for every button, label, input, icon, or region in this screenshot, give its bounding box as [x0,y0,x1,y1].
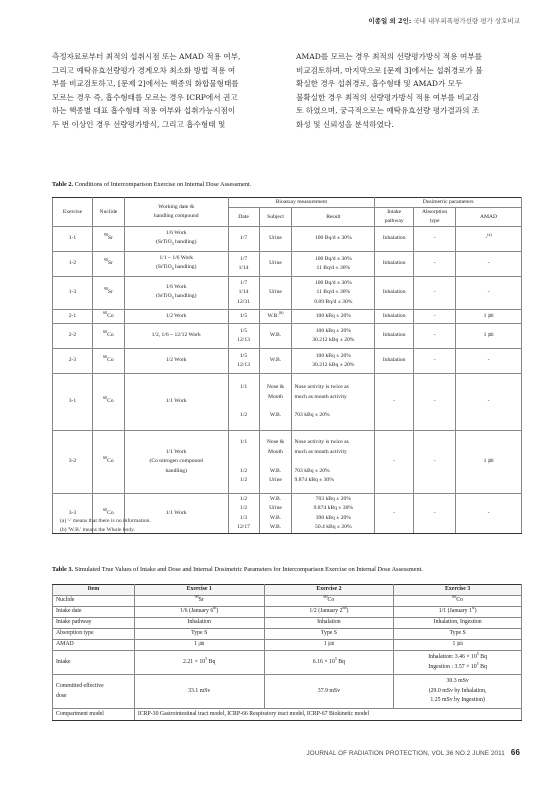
table-row: 2-1 $^{60}$Co 1/2 Work 1/5 W.B.$^{(b)}$ 100 kBq ± 20% Inhalation - 1 ㎛ [53,310,522,324]
col-result: Result [292,208,375,227]
table-row: Absorption type Type S Type S Type S [53,629,522,640]
page-number: 66 [510,748,520,757]
table-row: Intake $2.21 \times 10^5$ Bq $6.16 \times 10^5$ Bq Inhalation: $3.46 \times 10^5$ Bq Ingestion : $3.57 \times 10^5$ Bq [53,651,522,675]
body-left-column [52,50,278,132]
table3 [52,584,522,721]
col-exercise: Exercise [53,198,93,227]
body-line: 토 하였으며, 궁극적으로는 예탁유효선량 평가결과의 조 [296,106,480,116]
table-row: 2-2 $^{60}$Co 1/2, 1/6 ~ 12/12 Work 1/5 12/13 W.B. 100 kBq ± 20% 30.212 kBq ± 20% Inhalation - 1 ㎛ [53,324,522,349]
table-row: 3-3 $^{60}$Co 1/1 Work 1/2 1/2 1/3 12/17 W.B. Urine W.B. W.B. 703 kBq ± 20% 9.874 kBq ± 30% 390 kBq ± 20% 50.4 kBq ± 20% - - - [53,494,522,534]
table2-caption [52,181,251,188]
footnote-b: (b) 'W.B.' means the Whole body. [60,527,135,533]
col-intake-pathway: Intake pathway [375,208,414,227]
body-text [52,50,522,132]
body-line: 그리고 예탁유효선량평가 경계오차 최소화 방법 적용 여 [52,65,236,75]
table-row: Compartment model ICRP-30 Gastrointestinal tract model, ICRP-66 Respiratory tract model, ICRP-67 Biokinetic model [53,709,522,721]
body-line: 부를 비교검토하고, [문제 2]에서는 핵종의 화합물형태를 [52,79,239,89]
table-row: 2-3 $^{60}$Co 1/2 Work 1/5 12/13 W.B. 100 kBq ± 20% 30.212 kBq ± 20% Inhalation - - [53,349,522,374]
col-working: Working date & handling compound [124,198,228,227]
col-exercise-1: Exercise 1 [134,585,264,596]
running-header [368,16,520,25]
col-amad: AMAD [456,208,522,227]
footnote-a: (a) '-' means that there is no information. [60,518,151,524]
table-row: Intake date 1/6 (January 6th) 1/2 (January 2nd) 1/1 (January 1st) [53,607,522,618]
col-bioassay: Bioassay measurement [228,198,375,208]
col-date: Date [228,208,259,227]
body-line: 확실한 경우 섭취경로, 흡수형태 및 AMAD가 모두 [296,79,463,89]
table3-header-row [53,585,522,596]
table-row: AMAD 1 ㎛ 1 ㎛ 1 ㎛ [53,640,522,651]
header-author: 이종일 외 2인: [368,17,412,25]
body-line: AMAD를 모르는 경우 최적의 선량평가방식 적용 여부를 [296,52,483,61]
col-nuclide: Nuclide [92,198,124,227]
table-row: 1-3 $^{90}$Sr 1/6 Work (SrTiO$_3$ handling) 1/7 1/14 12/31 Urine 100 Bq/d ± 30% 11 Bq/d ± 30% 0.89 Bq/d ± 30% Inhalation - - [53,277,522,310]
table-row: 3-2 $^{60}$Co 1/1 Work (Co nitrogen compound handling) 1/1 1/2 1/2 Nose & Mouth W.B. Urine Nose activity is twice as much as mouth activity 703 kBq ± 20% 9.874 kBq ± 30% - - 1 ㎛ [53,431,522,494]
body-line: 두 번 이상인 경우 선량평가방식, 그리고 흡수형태 및 [52,119,226,129]
table-row: 3-1 $^{60}$Co 1/1 Work 1/1 1/2 Nose & Mouth W.B. Nose activity is twice as much as mouth activity 703 kBq ± 20% - - - [53,374,522,431]
table-row: 1-1 $^{90}$Sr 1/6 Work (SrTiO$_3$ handling) 1/7 Urine 100 Bq/d ± 30% Inhalation - -$^{(a)}$ [53,227,522,252]
table3-label: Table 3. [52,566,74,573]
body-line: 하는 핵종별 대표 흡수형태 적용 여부와 섭취가능시점이 [52,106,236,116]
body-line: 측정자료로부터 최적의 섭취시점 또는 AMAD 적용 여부, [52,52,241,61]
table2 [52,197,522,534]
col-item: Item [53,585,135,596]
body-line: 모르는 경우 즉, 흡수형태를 모르는 경우 ICRP에서 권고 [52,92,238,102]
table3-caption [52,566,423,573]
header-title: 국내 내부피폭평가선량 평가 상호비교 [413,17,520,25]
body-line: 비교검토하며, 마지막으로 [문제 3]에서는 섭취경로가 불 [296,65,483,75]
col-exercise-3: Exercise 3 [394,585,522,596]
table-row: 1-2 $^{90}$Sr 1/1 ~ 1/6 Work (SrTiO$_3$ handling) 1/7 1/14 Urine 100 Bq/d ± 30% 11 Bq/d ± 30% Inhalation - - [53,252,522,277]
table-row: Committed effective dose 33.1 mSv 37.9 mSv 30.3 mSv (29.0 mSv by Inhalation, 1.25 mSv by Ingestion) [53,675,522,709]
table2-label: Table 2. [52,181,74,188]
body-line: 불확실한 경우 최적의 선량평가방식 적용 여부를 비교검 [296,92,480,102]
table2-caption-text: Conditions of Intercomparison Exercise on Internal Dose Assessment. [74,181,252,188]
page-footer [306,748,520,757]
table-row: Intake pathway Inhalation Inhalation Inhalation, Ingestion [53,618,522,629]
col-subject: Subject [259,208,292,227]
table2-header-row [53,198,522,208]
col-absorption: Absorption type [414,208,456,227]
body-right-column [296,50,522,132]
table3-caption-text: Simulated True Values of Intake and Dose and Internal Dosimetric Parameters for Intercomparison Exercise on Internal Dose Assessment. [74,566,423,573]
journal-name: JOURNAL OF RADIATION PROTECTION, VOL.36 NO.2 JUNE 2011 [306,750,505,757]
col-dosimetric: Dosimetric parameters [375,198,522,208]
table-row: Nuclide $^{90}$Sr $^{60}$Co $^{60}$Co [53,596,522,607]
table2-footnotes [60,517,151,535]
body-line: 화성 및 신뢰성을 분석하였다. [296,119,394,129]
col-exercise-2: Exercise 2 [264,585,394,596]
